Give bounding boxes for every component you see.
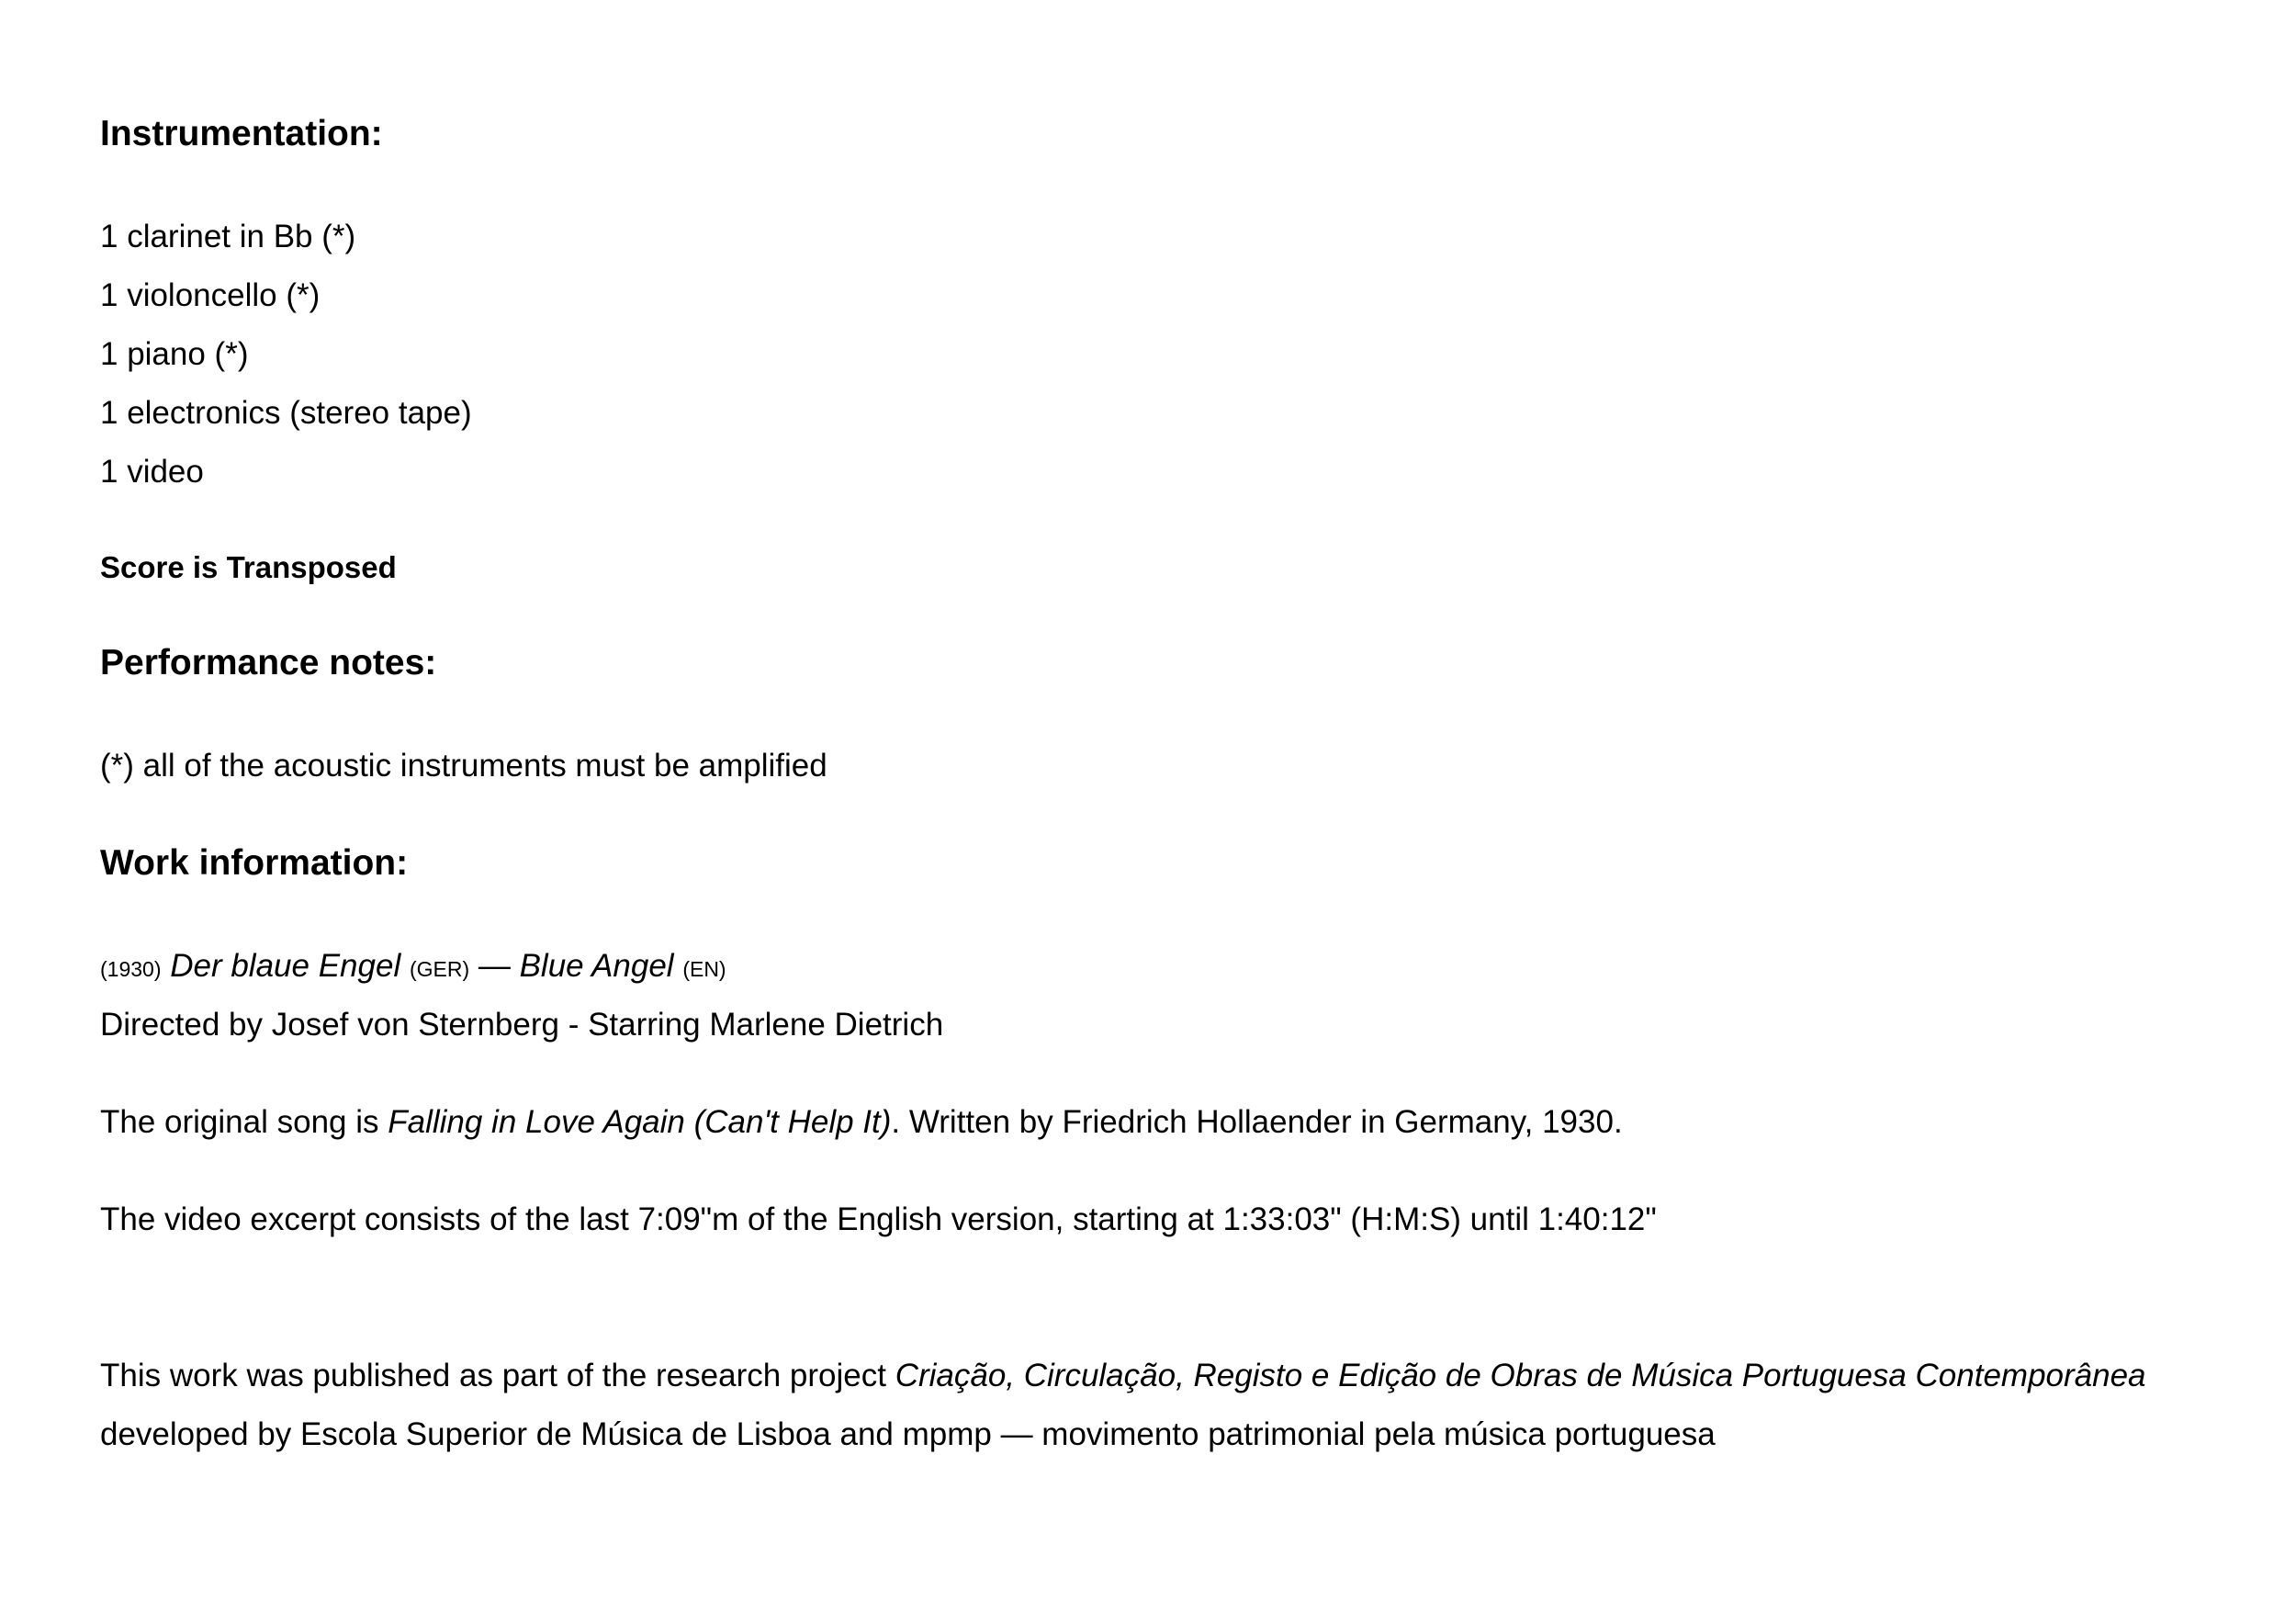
document-page [100, 0, 2212, 1624]
publication-prefix: This work was published as part of the research project [100, 1358, 895, 1393]
song-title: Falling in Love Again (Can't Help It) [388, 1104, 892, 1140]
publication-line-2: developed by Escola Superior de Música de Lisboa and mpmp — movimento patrimonial pela música portuguesa [100, 1416, 1716, 1452]
instrumentation-heading: Instrumentation: [100, 114, 383, 153]
instrument-item-electronics: 1 electronics (stereo tape) [100, 395, 472, 431]
score-transposed-note: Score is Transposed [100, 550, 397, 584]
research-project-title: Criação, Circulação, Registo e Edição de Obras de Música Portuguesa Contemporânea [895, 1358, 2146, 1393]
performance-notes-heading: Performance notes: [100, 643, 437, 682]
performance-note-text: (*) all of the acoustic instruments must be amplified [100, 748, 827, 784]
language-tag-english: (EN) [682, 957, 726, 981]
film-title-german: Der blaue Engel [170, 948, 401, 984]
instrument-item-piano: 1 piano (*) [100, 336, 249, 372]
film-year: (1930) [100, 957, 162, 981]
publication-line-1 [100, 1354, 2146, 1398]
video-excerpt-line: The video excerpt consists of the last 7:09"m of the English version, starting at 1:33:03" (H:M:S) until 1:40:12" [100, 1201, 1657, 1237]
film-title-english: Blue Angel [519, 948, 674, 984]
film-credits: Directed by Josef von Sternberg - Starring Marlene Dietrich [100, 1007, 944, 1043]
language-tag-german: (GER) [409, 957, 470, 981]
song-prefix: The original song is [100, 1104, 388, 1140]
work-information-heading: Work information: [100, 843, 409, 883]
film-title-line [100, 944, 726, 991]
instrument-item-violoncello: 1 violoncello (*) [100, 277, 321, 313]
title-separator: — [469, 948, 520, 984]
song-suffix: . Written by Friedrich Hollaender in Germany, 1930. [891, 1104, 1623, 1140]
instrument-item-clarinet: 1 clarinet in Bb (*) [100, 219, 356, 254]
instrument-item-video: 1 video [100, 454, 204, 490]
original-song-line [100, 1100, 1623, 1145]
